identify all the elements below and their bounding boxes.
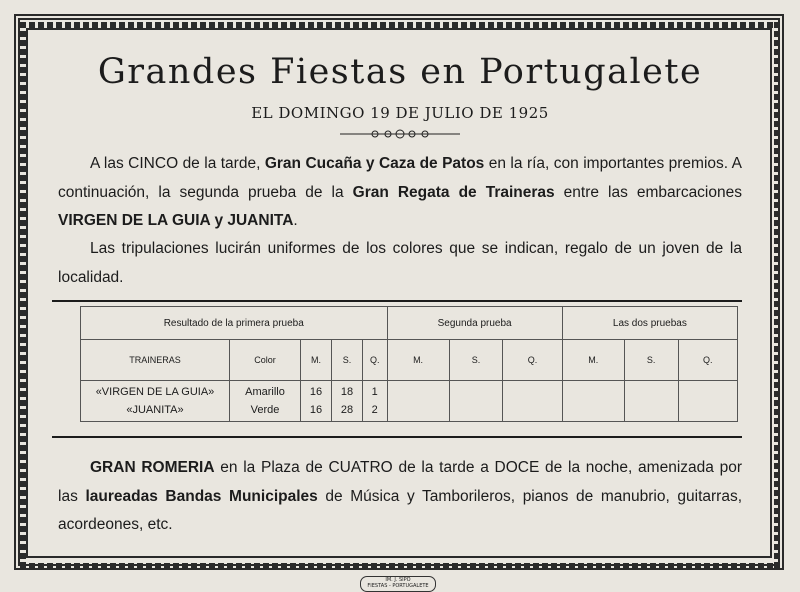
col-m-2: M.: [387, 340, 449, 381]
printer-mark: IM. J. SIPO FIESTAS - PORTUGALETE: [360, 576, 436, 592]
empty-cell: [678, 381, 737, 422]
group-dos-pruebas: Las dos pruebas: [562, 307, 737, 340]
paragraph-tripulaciones: Las tripulaciones lucirán uniformes de los colores que se indican, regalo de un joven de la localidad.: [58, 240, 742, 286]
ornament-divider: [340, 128, 460, 140]
boat-names: «VIRGEN DE LA GUIA» «JUANITA»: [81, 381, 230, 422]
table-bottom-rule: [52, 436, 742, 438]
poster-date: EL DOMINGO 19 DE JULIO DE 1925: [251, 104, 549, 122]
col-q-2: Q.: [503, 340, 562, 381]
empty-cell: [387, 381, 449, 422]
table-top-rule: [52, 300, 742, 302]
group-segunda-prueba: Segunda prueba: [387, 307, 562, 340]
group-primera-prueba: Resultado de la primera prueba: [81, 307, 388, 340]
paragraph-cucana: A las CINCO de la tarde, Gran Cucaña y Caza de Patos en la ría, con importantes premios. A continuación, la segunda prueba de la Gran Regata de Traineras entre las embarcaciones VIRGEN DE LA GUIA y JUANITA.: [58, 155, 742, 229]
col-q-1: Q.: [362, 340, 387, 381]
col-s-2: S.: [449, 340, 503, 381]
empty-cell: [503, 381, 562, 422]
empty-cell: [562, 381, 624, 422]
col-m-3: M.: [562, 340, 624, 381]
col-m-1: M.: [301, 340, 332, 381]
col-s-1: S.: [331, 340, 362, 381]
paragraph-romeria: GRAN ROMERIA en la Plaza de CUATRO de la tarde a DOCE de la noche, amenizada por las laureadas Bandas Municipales de Música y Tamborileros, pianos de manubrio, guitarras, acordeones, etc.: [58, 459, 742, 533]
result-s: 18 28: [331, 381, 362, 422]
empty-cell: [449, 381, 503, 422]
result-q: 1 2: [362, 381, 387, 422]
col-q-3: Q.: [678, 340, 737, 381]
col-traineras: TRAINERAS: [81, 340, 230, 381]
table-row: [81, 381, 738, 422]
result-m: 16 16: [301, 381, 332, 422]
col-s-3: S.: [624, 340, 678, 381]
results-table: [52, 300, 742, 438]
boat-colors: Amarillo Verde: [230, 381, 301, 422]
empty-cell: [624, 381, 678, 422]
poster-title: Grandes Fiestas en Portugalete: [97, 52, 703, 92]
col-color: Color: [230, 340, 301, 381]
